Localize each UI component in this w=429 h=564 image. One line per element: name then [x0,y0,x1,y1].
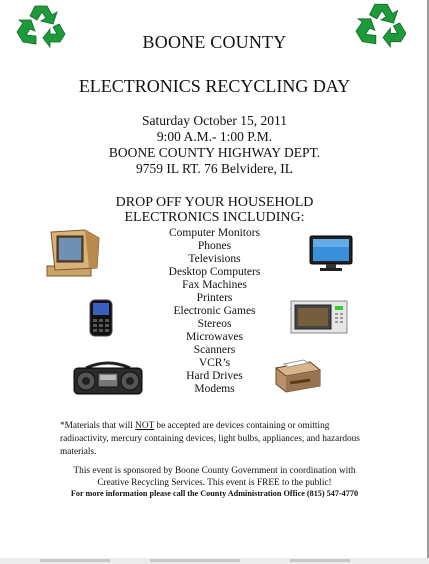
accepted-item: Computer Monitors [168,227,261,239]
flat-tv-icon [308,234,354,274]
printer-icon [270,354,324,396]
accepted-item: Phones [197,240,232,252]
accepted-item: Fax Machines [182,279,247,291]
accepted-item: VCR’s [198,357,231,369]
crt-computer-icon [45,228,105,278]
accepted-item: Televisions [188,253,241,265]
excluded-materials-note: *Materials that will NOT be accepted are devices containing or omitting radioactivity, mercury containing devices, light bulbs, appliances, and hazardous materials. [60,421,360,457]
sponsor-line1: This event is sponsored by Boone County Government in coordination with [73,466,356,476]
microwave-icon [290,300,348,334]
accepted-item: Modems [194,383,235,395]
contact-line: For more information please call the County Administration Office (815) 547-4770 [70,489,359,498]
not-emphasis: NOT [135,421,155,431]
dropoff-heading-line1: DROP OFF YOUR HOUSEHOLD [115,195,314,210]
cell-phone-icon [88,298,114,338]
county-title: BOONE COUNTY [142,32,287,52]
event-date: Saturday October 15, 2011 [142,113,287,128]
event-location: BOONE COUNTY HIGHWAY DEPT. [108,145,321,160]
event-title: ELECTRONICS RECYCLING DAY [78,76,351,96]
accepted-item: Hard Drives [186,370,243,382]
accepted-item: Microwaves [186,331,243,343]
accepted-item: Desktop Computers [168,266,261,278]
event-address: 9759 IL RT. 76 Belvidere, IL [135,161,294,176]
accepted-item: Printers [196,292,233,304]
accepted-item: Scanners [193,344,236,356]
accepted-item: Electronic Games [173,305,256,317]
accepted-item: Stereos [197,318,232,330]
event-time: 9:00 A.M.- 1:00 P.M. [156,129,273,144]
dropoff-heading-line2: ELECTRONICS INCLUDING: [124,210,305,225]
sponsor-line2: Creative Recycling Services. This event is FREE to the public! [97,478,332,488]
boombox-icon [72,360,144,396]
window-bottom-bar [0,558,429,564]
